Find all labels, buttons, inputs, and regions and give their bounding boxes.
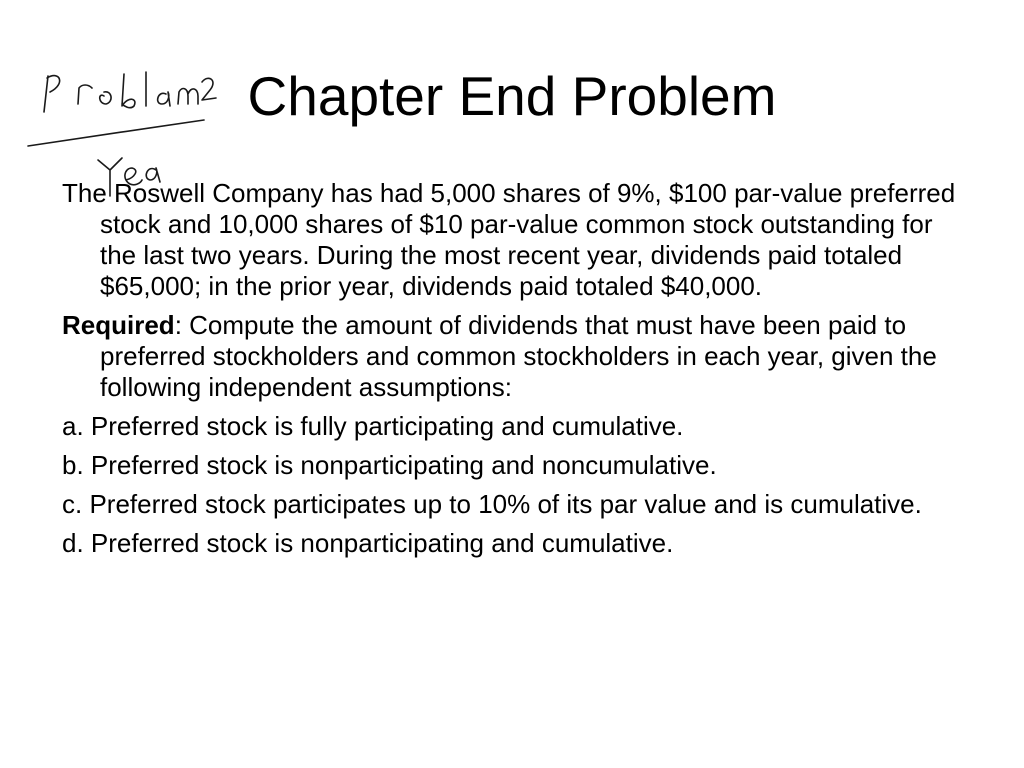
assumption-a	[62, 411, 962, 442]
slide-title: Chapter End Problem	[247, 65, 777, 127]
assumption-a-text: a. Preferred stock is fully participating and cumulative.	[62, 411, 684, 441]
paragraph-text: The Roswell Company has had 5,000 shares of 9%, $100 par-value preferred stock and 10,000 shares of $10 par-value common stock outstanding for the last two years. During the most recent year, dividends paid totaled $65,000; in the prior year, dividends paid totaled $40,000.	[62, 178, 956, 301]
slide-body	[62, 178, 962, 567]
required-statement	[62, 310, 962, 403]
assumption-c	[62, 489, 962, 520]
assumption-d-text: d. Preferred stock is nonparticipating and cumulative.	[62, 528, 674, 558]
assumption-d	[62, 528, 962, 559]
assumption-c-text: c. Preferred stock participates up to 10% of its par value and is cumulative.	[62, 489, 922, 519]
required-text: : Compute the amount of dividends that must have been paid to preferred stockholders and common stockholders in each year, given the following independent assumptions:	[100, 310, 937, 402]
assumption-b	[62, 450, 962, 481]
assumption-b-text: b. Preferred stock is nonparticipating and noncumulative.	[62, 450, 717, 480]
required-label: Required	[62, 310, 175, 340]
problem-statement	[62, 178, 962, 302]
